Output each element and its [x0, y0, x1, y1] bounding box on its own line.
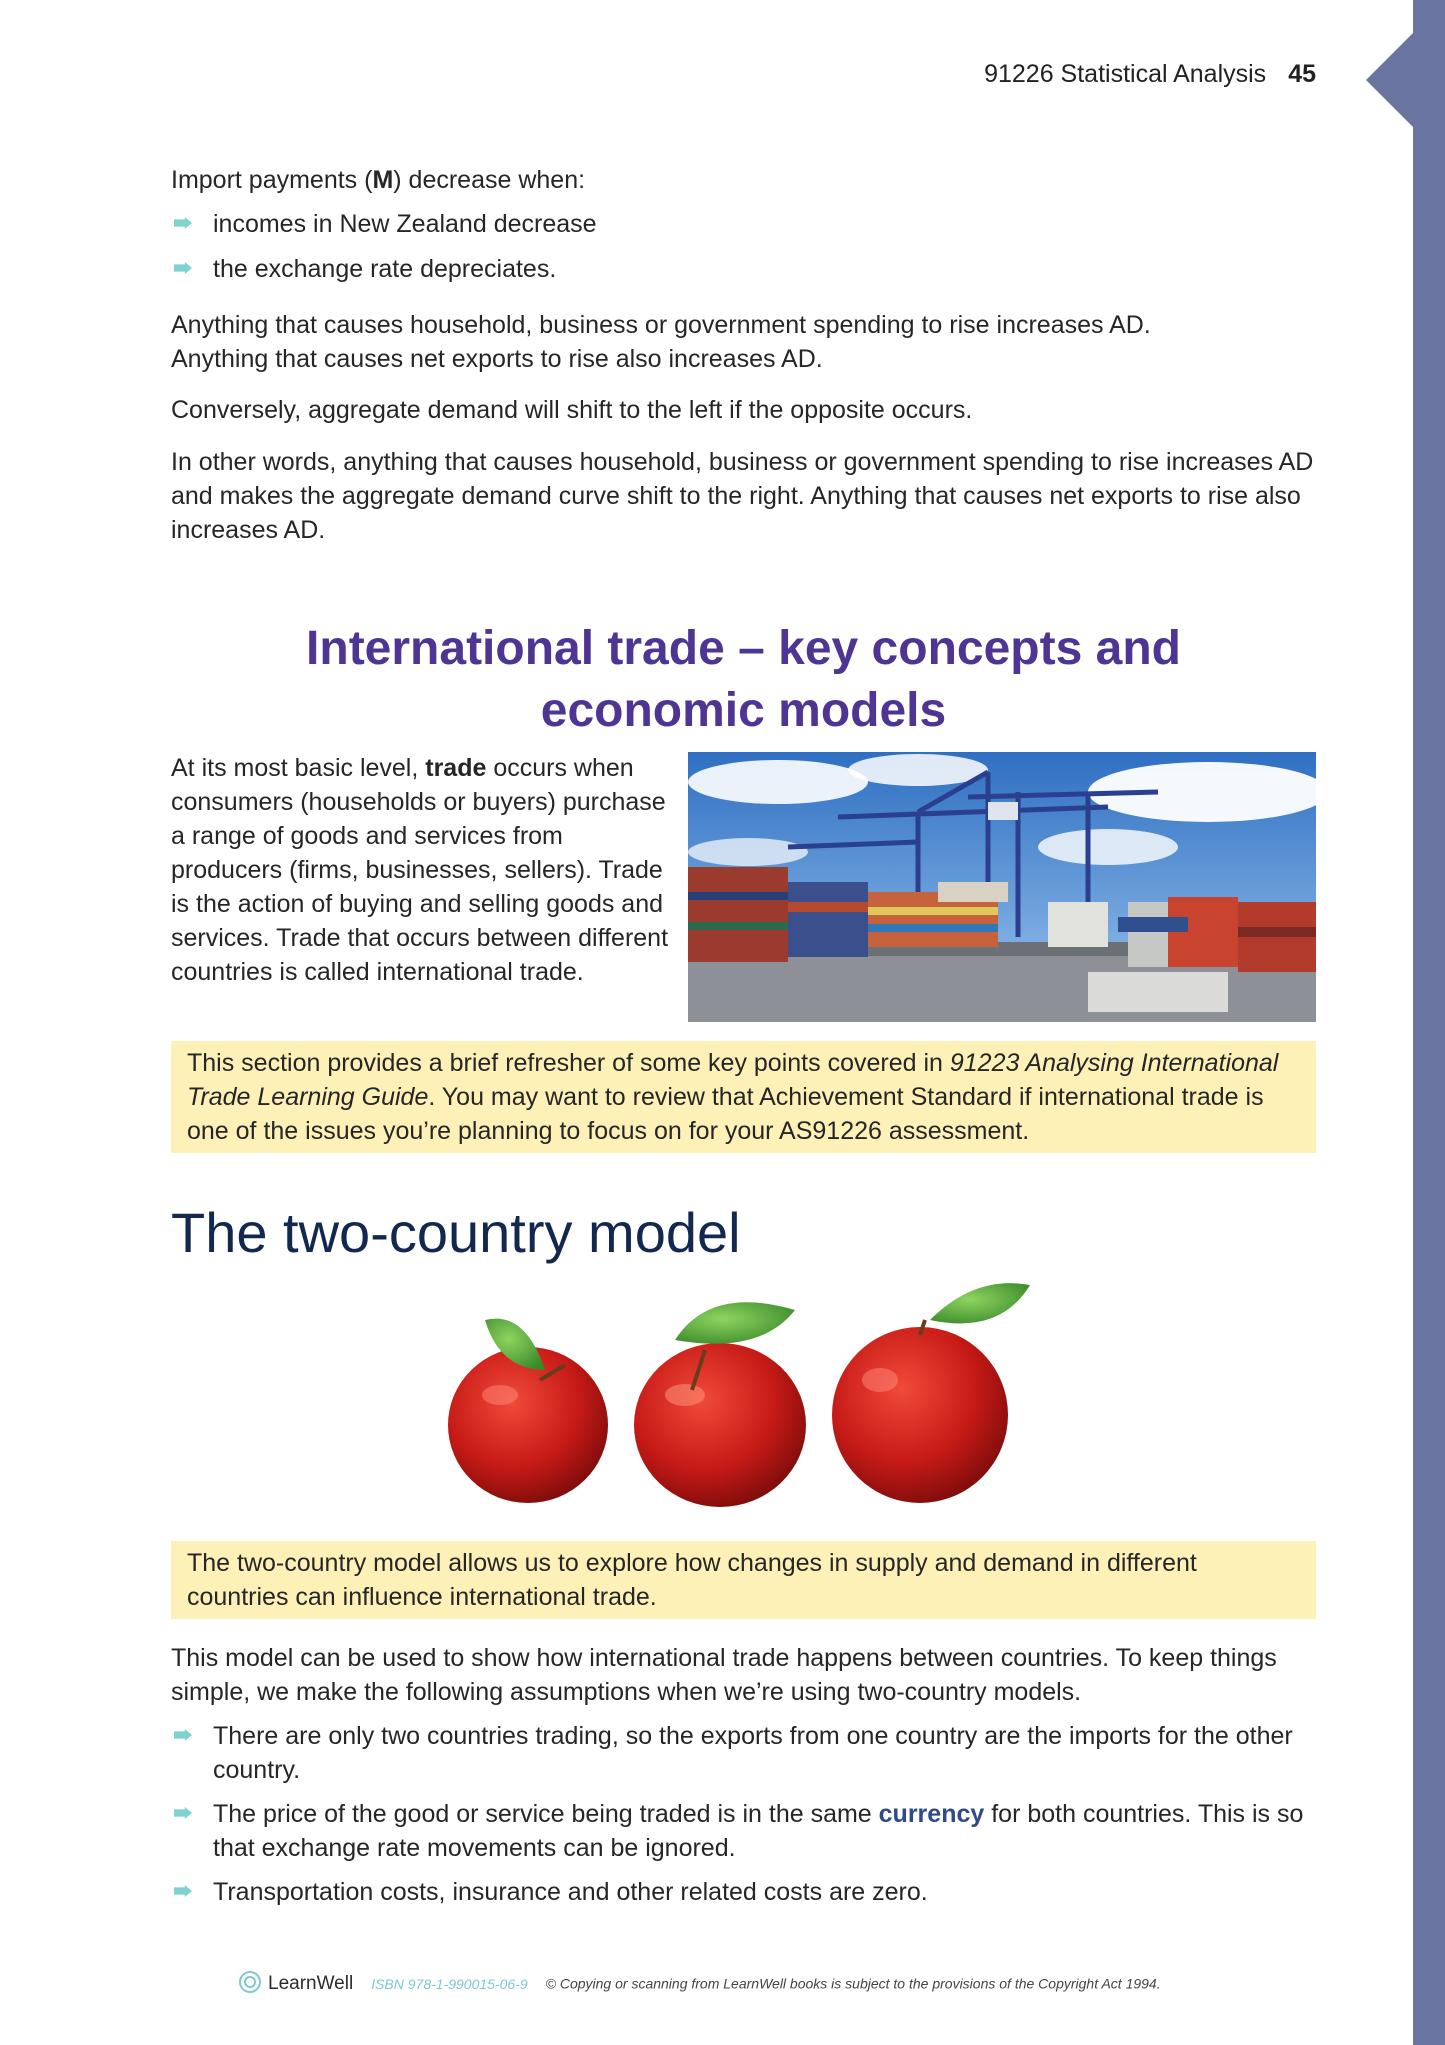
arrow-bullet-icon [174, 1807, 192, 1819]
assumptions-list [171, 1719, 1316, 1909]
list-item: The price of the good or service being traded is in the same currency for both countries. This is so that exchange rate movements can be ignored. [171, 1797, 1316, 1865]
callout-two-country-model: The two-country model allows us to explore how changes in supply and demand in different countries can influence international trade. [171, 1541, 1316, 1619]
apples-photo [430, 1280, 1050, 1520]
page-tab-marker [1366, 32, 1414, 128]
import-intro: Import payments (M) decrease when: [171, 166, 586, 194]
arrow-bullet-icon [174, 217, 192, 229]
section-heading-international-trade: International trade – key concepts and economic models [306, 622, 1181, 737]
paragraph-in-other-words: In other words, anything that causes household, business or government spending to rise increases AD and makes the aggregate demand curve shift to the right. Anything that causes net exports to rise also increases AD. [171, 448, 1314, 544]
container-port-photo [688, 752, 1316, 1022]
paragraph-ad-shift-left: Conversely, aggregate demand will shift to the left if the opposite occurs. [171, 396, 973, 424]
arrow-bullet-icon [174, 262, 192, 274]
page-edge-band [1413, 0, 1445, 2045]
callout-refresher: This section provides a brief refresher of some key points covered in 91223 Analysing International Trade Learning Guide. You may want to review that Achievement Standard if international trade is one of the issues you’re planning to focus on for your AS91226 assessment. [171, 1041, 1316, 1153]
section-heading-two-country-model: The two-country model [171, 1201, 741, 1264]
footer-isbn: ISBN 978-1-990015-06-9 [371, 1975, 528, 1992]
learnwell-logo-icon [238, 1970, 262, 1997]
list-item: incomes in New Zealand decrease [171, 207, 1316, 241]
footer-brand: LearnWell [268, 1972, 354, 1994]
arrow-bullet-icon [174, 1729, 192, 1741]
list-item: Transportation costs, insurance and other related costs are zero. [171, 1875, 1316, 1909]
paragraph-ad-increase: Anything that causes household, business or government spending to rise increases AD. Anything that causes net exports to rise also increases AD. [171, 311, 1151, 373]
referenced-guide-title: 91223 Analysing International Trade Learning Guide [187, 1049, 1279, 1111]
arrow-bullet-icon [174, 1885, 192, 1897]
list-item: the exchange rate depreciates. [171, 252, 1316, 286]
glossary-term-currency: currency [878, 1800, 985, 1828]
page-number: 45 [1288, 60, 1316, 88]
page-footer [238, 1970, 1338, 1997]
trade-definition-paragraph: At its most basic level, trade occurs when consumers (households or buyers) purchase a range of goods and services from producers (firms, businesses, sellers). Trade is the action of buying and selling goods and services. Trade that occurs between different countries is called international trade. [171, 754, 669, 986]
list-item: There are only two countries trading, so the exports from one country are the imports for the other country. [171, 1719, 1316, 1787]
import-bullet-list [171, 207, 1316, 286]
running-title: 91226 Statistical Analysis [984, 60, 1267, 88]
two-country-intro-paragraph: This model can be used to show how international trade happens between countries. To keep things simple, we make the following assumptions when we’re using two-country models. [171, 1644, 1277, 1706]
running-header [800, 60, 1316, 89]
footer-copyright: © Copying or scanning from LearnWell books is subject to the provisions of the Copyright Act 1994. [545, 1975, 1161, 1992]
